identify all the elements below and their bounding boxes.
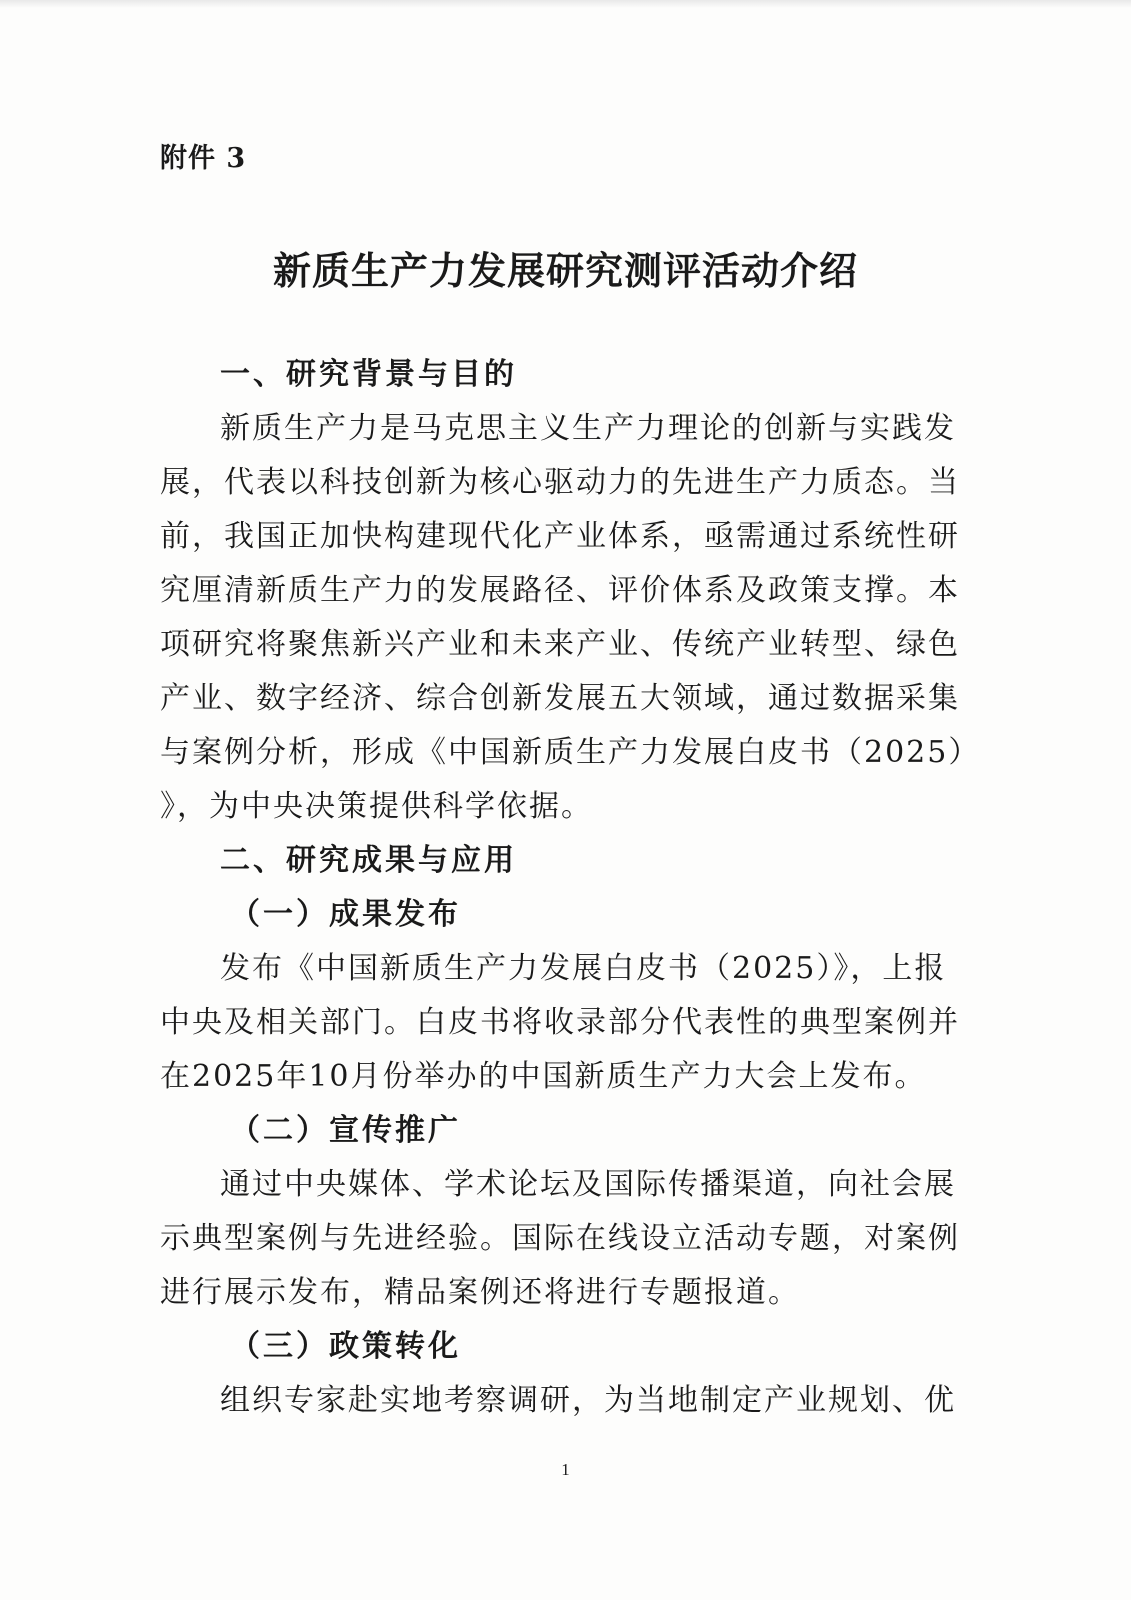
- section-heading-2: 二、研究成果与应用: [220, 843, 517, 878]
- document-body: [160, 348, 981, 1428]
- paragraph-line: 产业、数字经济、综合创新发展五大领域，通过数据采集: [160, 681, 960, 716]
- paragraph-line: 展，代表以科技创新为核心驱动力的先进生产力质态。当: [160, 465, 960, 500]
- subsection-heading-1: （一）成果发布: [230, 897, 461, 932]
- page-number: 1: [561, 1460, 570, 1479]
- paragraph-line: 在2025年10月份举办的中国新质生产力大会上发布。: [160, 1059, 927, 1094]
- subsection-heading-2: （二）宣传推广: [230, 1113, 461, 1148]
- paragraph-line: 通过中央媒体、学术论坛及国际传播渠道，向社会展: [220, 1167, 956, 1202]
- paragraph-line: 新质生产力是马克思主义生产力理论的创新与实践发: [220, 411, 956, 446]
- paragraph-line: 组织专家赴实地考察调研，为当地制定产业规划、优: [220, 1383, 956, 1418]
- paragraph-line: 与案例分析，形成《中国新质生产力发展白皮书（2025）: [160, 735, 981, 770]
- scan-top-edge: [0, 0, 1131, 8]
- paragraph-line: 》，为中央决策提供科学依据。: [160, 789, 593, 824]
- paragraph-line: 前，我国正加快构建现代化产业体系，亟需通过系统性研: [160, 519, 960, 554]
- subsection-heading-3: （三）政策转化: [230, 1329, 461, 1364]
- paragraph-line: 中央及相关部门。白皮书将收录部分代表性的典型案例并: [160, 1005, 960, 1040]
- paragraph-line: 示典型案例与先进经验。国际在线设立活动专题，对案例: [160, 1221, 960, 1256]
- attachment-label: 附件 3: [160, 143, 247, 174]
- paragraph-line: 究厘清新质生产力的发展路径、评价体系及政策支撑。本: [160, 573, 960, 608]
- document-title: 新质生产力发展研究测评活动介绍: [272, 248, 858, 293]
- paragraph-line: 进行展示发布，精品案例还将进行专题报道。: [160, 1275, 800, 1310]
- paragraph-line: 发布《中国新质生产力发展白皮书（2025）》，上报: [220, 951, 947, 986]
- paragraph-line: 项研究将聚焦新兴产业和未来产业、传统产业转型、绿色: [160, 627, 960, 662]
- section-heading-1: 一、研究背景与目的: [220, 357, 517, 392]
